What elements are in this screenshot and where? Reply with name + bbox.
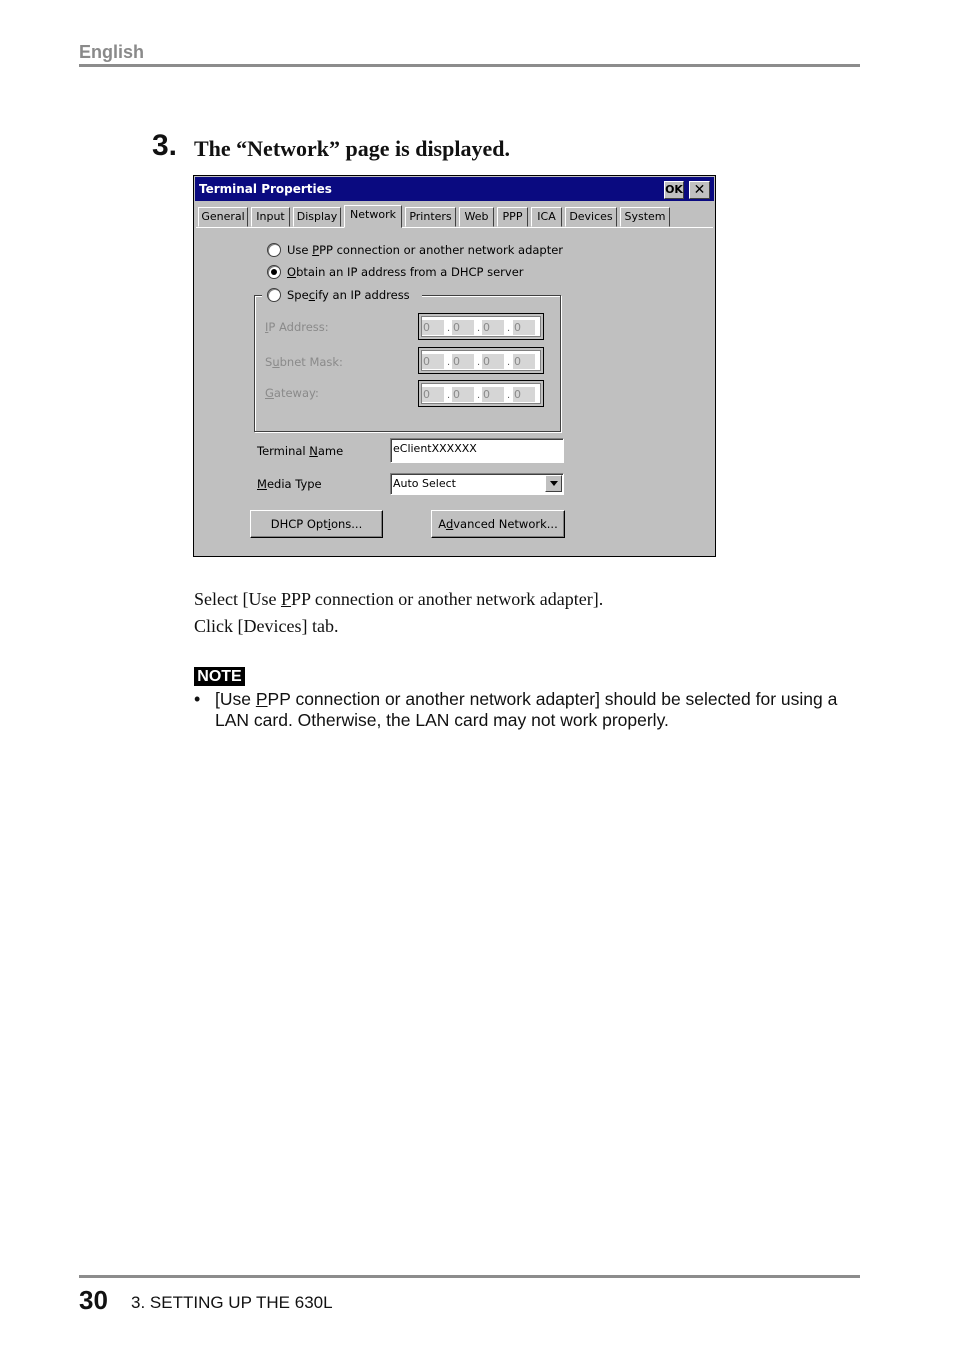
ip-octet: 0	[452, 387, 474, 402]
instruction-line-2: Click [Devices] tab.	[194, 616, 339, 636]
header-rule	[79, 64, 860, 67]
footer-chapter: 3. SETTING UP THE 630L	[131, 1293, 333, 1312]
terminal-name-input[interactable]: eClientXXXXXX	[390, 438, 564, 463]
dhcp-options-button[interactable]: DHCP Options...	[250, 510, 383, 538]
tab-ppp[interactable]: PPP	[497, 207, 528, 227]
ip-octet: 0	[452, 320, 474, 335]
ip-dot: .	[447, 356, 451, 368]
ip-address-label: IP Address:	[265, 320, 329, 334]
tab-network[interactable]: Network	[344, 205, 402, 228]
tab-web[interactable]: Web	[459, 207, 494, 227]
subnet-mask-label: Subnet Mask:	[265, 355, 343, 369]
footer-page-number: 30	[79, 1285, 108, 1315]
dialog-title-bar	[195, 177, 714, 201]
advanced-network-button[interactable]: Advanced Network...	[431, 510, 565, 538]
instruction-line-1: Select [Use PPP connection or another network adapter].	[194, 589, 604, 609]
media-type-label: Media Type	[257, 477, 322, 491]
note-text: [Use PPP connection or another network adapter] should be selected for using a LAN card. Otherwise, the LAN card may not work properly.	[215, 689, 838, 730]
subnet-mask-input[interactable]	[418, 347, 544, 374]
radio-specify-ip-label: Specify an IP address	[287, 288, 410, 302]
step-number: 3.	[152, 129, 178, 162]
ok-button[interactable]: OK	[664, 181, 684, 199]
tab-printers[interactable]: Printers	[405, 207, 456, 227]
footer-rule	[79, 1275, 860, 1278]
tab-system[interactable]: System	[620, 207, 670, 227]
close-icon[interactable]: ✕	[689, 181, 710, 199]
dialog-title: Terminal Properties	[199, 182, 332, 196]
ip-octet: 0	[482, 320, 504, 335]
header-language: English	[79, 42, 145, 62]
terminal-name-label: Terminal Name	[257, 444, 344, 458]
gateway-label: Gateway:	[265, 386, 319, 400]
terminal-properties-dialog	[193, 175, 716, 557]
gateway-inner	[421, 383, 541, 404]
media-type-select[interactable]	[390, 473, 564, 495]
ip-dot: .	[477, 322, 481, 334]
ip-dot: .	[507, 389, 511, 401]
ip-octet: 0	[513, 354, 535, 369]
ip-octet: 0	[482, 354, 504, 369]
ip-octet: 0	[513, 387, 535, 402]
radio-dhcp[interactable]	[267, 265, 281, 279]
tab-ica[interactable]: ICA	[531, 207, 562, 227]
ip-octet: 0	[422, 354, 444, 369]
tab-general[interactable]: General	[198, 207, 248, 227]
chevron-down-icon[interactable]	[545, 475, 562, 492]
tab-devices[interactable]: Devices	[565, 207, 617, 227]
note-badge: NOTE	[194, 667, 245, 686]
tab-input[interactable]: Input	[251, 207, 290, 227]
ip-dot: .	[447, 389, 451, 401]
ip-octet: 0	[513, 320, 535, 335]
tab-display[interactable]: Display	[293, 207, 341, 227]
ip-address-inner	[421, 316, 541, 337]
ip-dot: .	[447, 322, 451, 334]
tab-divider	[196, 227, 713, 228]
ip-dot: .	[477, 356, 481, 368]
radio-dhcp-label: Obtain an IP address from a DHCP server	[287, 265, 524, 279]
ip-octet: 0	[482, 387, 504, 402]
ip-octet: 0	[422, 387, 444, 402]
radio-use-ppp-label: Use PPP connection or another network adapter	[287, 243, 564, 257]
bullet-icon: •	[194, 689, 201, 709]
subnet-mask-inner	[421, 350, 541, 371]
step-title: The “Network” page is displayed.	[194, 136, 510, 161]
ip-octet: 0	[422, 320, 444, 335]
ip-dot: .	[507, 356, 511, 368]
ip-dot: .	[507, 322, 511, 334]
ip-octet: 0	[452, 354, 474, 369]
radio-specify-ip[interactable]	[267, 288, 281, 302]
ip-dot: .	[477, 389, 481, 401]
ip-address-input[interactable]	[418, 313, 544, 340]
radio-use-ppp[interactable]	[267, 243, 281, 257]
gateway-input[interactable]	[418, 380, 544, 407]
media-type-value: Auto Select	[393, 477, 456, 490]
